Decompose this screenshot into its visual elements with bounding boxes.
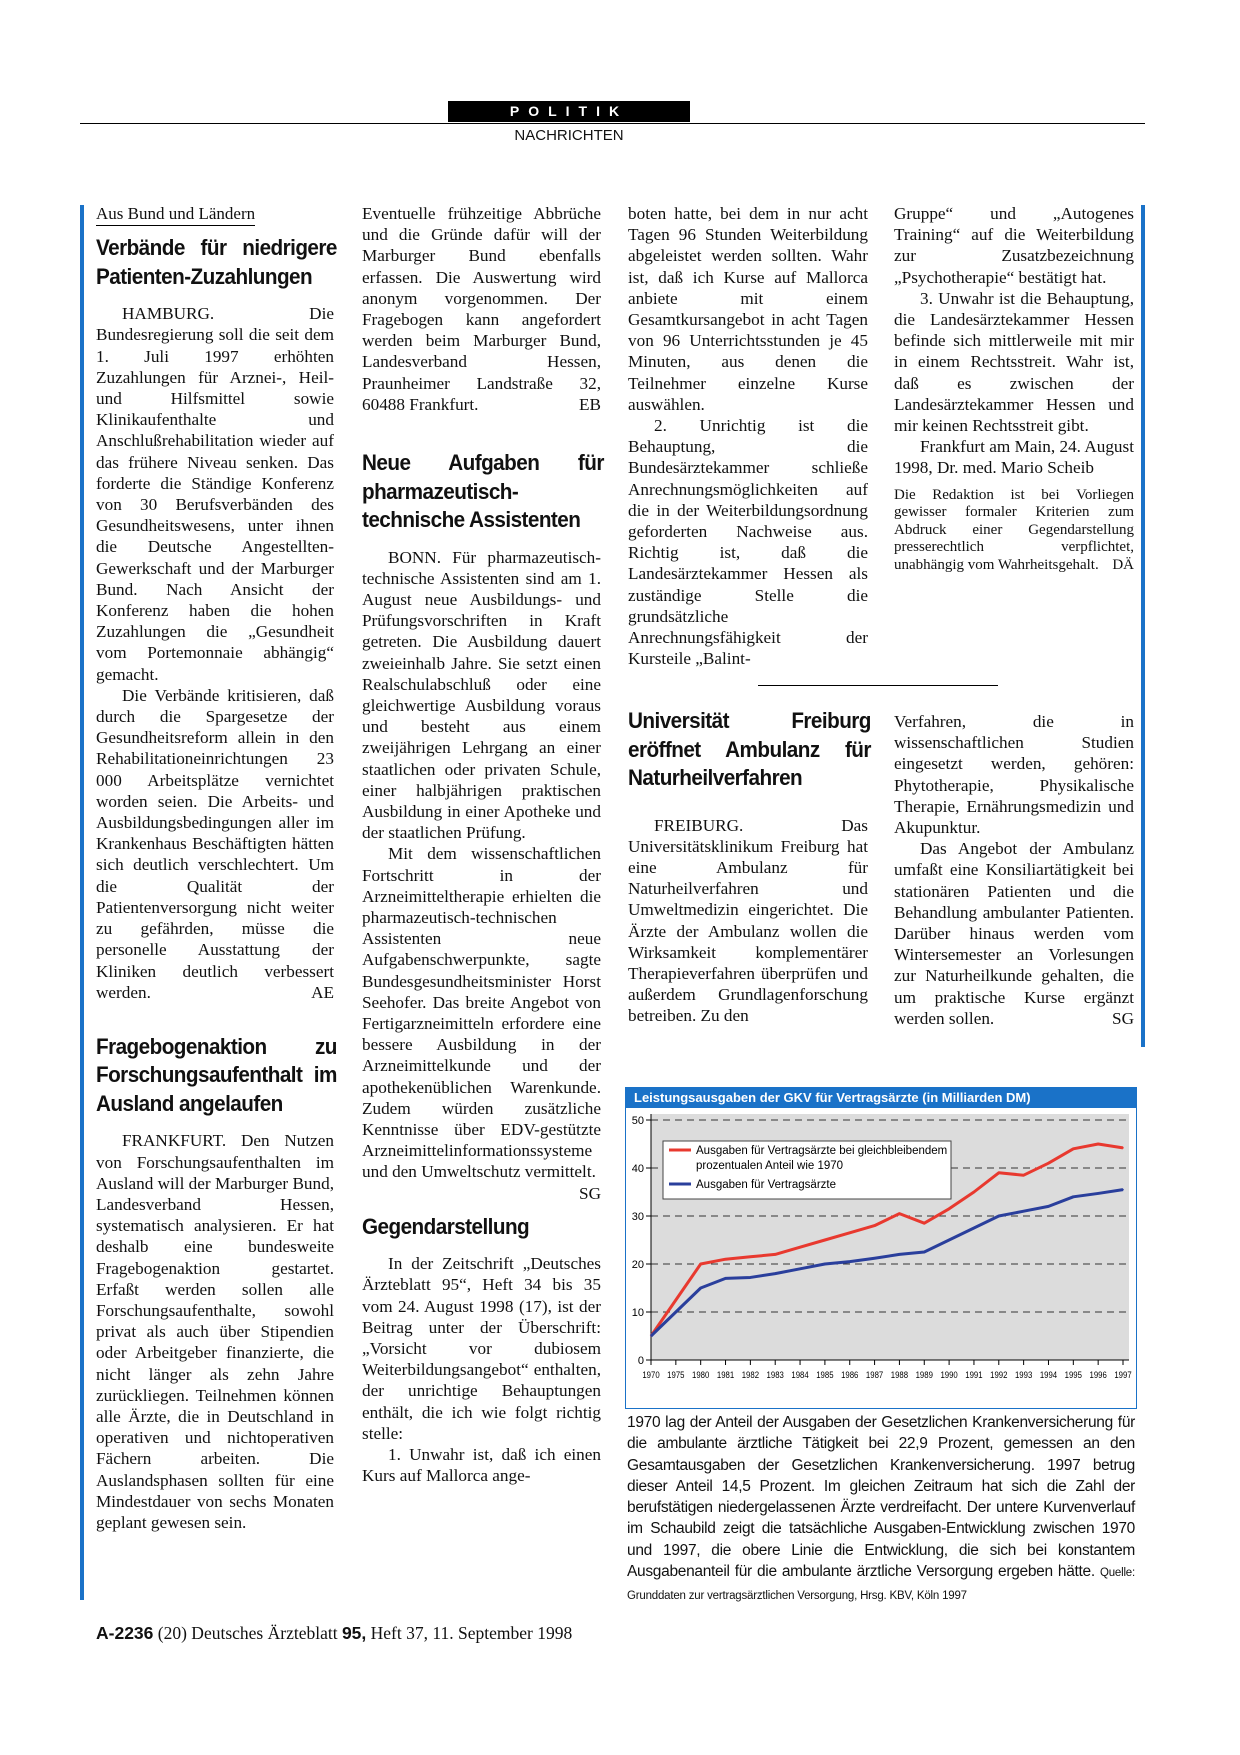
line-chart	[626, 1108, 1136, 1408]
data-point	[700, 1287, 702, 1289]
column-3-lower	[628, 707, 871, 1027]
legend-label: Ausgaben für Vertragsärzte	[696, 1179, 836, 1191]
author-signature: AE	[311, 982, 334, 1002]
y-tick-label: 50	[631, 1115, 644, 1127]
author-signature: SG	[1112, 1008, 1134, 1028]
x-tick-label: 1970	[642, 1369, 660, 1381]
y-tick-label: 20	[631, 1259, 644, 1271]
data-point	[899, 1213, 901, 1215]
y-tick-label: 40	[631, 1163, 644, 1175]
x-tick-label: 1982	[741, 1369, 760, 1381]
editorial-note: Die Redaktion ist bei Vorliegen gewisser formaler Kriterien zum Abdruck einer Gegendarstellung presserechtlich verpflichtet, unabhängig vom Wahrheitsgehalt. DÄ	[894, 486, 1134, 573]
column-3	[628, 203, 868, 669]
data-point	[650, 1335, 652, 1337]
paragraph: HAMBURG. Die Bundesregierung soll die seit dem 1. Juli 1997 erhöhten Zuzahlungen für Arznei-, Heil- und Hilfsmittel sowie Klinikaufenthalte und Anschlußrehabilitation wieder auf das frühere Niveau senken. Das forderte die Ständige Konferenz von 30 Berufsverbänden des Gesundheitswesens, unter ihnen die Deutsche Angestellten-Gewerkschaft und der Marburger Bund. Nach Ansicht der Konferenz haben die hohen Zuzahlungen die „Gesundheit vom Portemonnaie abhängig“ gemacht.	[96, 304, 334, 684]
data-point	[1073, 1148, 1075, 1150]
page-footer: A-2236 (20) Deutsches Ärzteblatt 95, Heft 37, 11. September 1998	[96, 1623, 573, 1643]
column-2	[362, 203, 604, 1486]
x-tick-label: 1987	[865, 1369, 884, 1381]
paragraph: Mit dem wissenschaftlichen Fortschritt in der Arzneimitteltherapie erhielten die pharmazeutisch-technischen Assistenten neue Aufgabenschwerpunkte, sagte Bundesgesundheitsminister Horst Seehofer. Das breite Angebot von Fertigarzneimitteln erfordere eine bessere Ausbildung in der Arzneimittelkunde und der apothekenüblichen Warenkunde. Zudem würden zusätzliche Kenntnisse über EDV-gestützte Arzneimittelinformationssysteme und den Umweltschutz vermittelt. SG	[362, 844, 601, 1203]
legend-label: Ausgaben für Vertragsärzte bei gleichbleibendem	[696, 1145, 948, 1157]
chart-caption	[627, 1412, 1135, 1608]
paragraph: Die Verbände kritisieren, daß durch die Spargesetze der Gesundheitsreform allein in den Rehabilitationeinrichtungen 23 000 Arbeitsplätze vernichtet worden seien. Die Arbeits- und Ausbildungsbedingungen aller im Krankenhaus Beschäftigten hätten sich deutlich verschlechtert. Um die Qualität der Patientenversorgung nicht weiter zu gefährden, müsse die personelle Ausstattung der Kliniken deutlich verbessert werden. AE	[96, 685, 334, 1002]
data-point	[973, 1227, 975, 1229]
subsection-label: NACHRICHTEN	[514, 127, 624, 144]
paragraph: 1. Unwahr ist, daß ich einen Kurs auf Mallorca ange-	[362, 1444, 601, 1486]
left-accent-bar	[80, 205, 84, 1600]
data-point	[849, 1261, 851, 1263]
data-point	[799, 1246, 801, 1248]
author-signature: DÄ	[1112, 556, 1134, 573]
y-tick-label: 10	[631, 1307, 644, 1319]
chart-panel	[625, 1087, 1137, 1409]
data-point	[1073, 1196, 1075, 1198]
x-tick-label: 1986	[841, 1369, 859, 1381]
data-point	[675, 1311, 677, 1313]
data-point	[973, 1191, 975, 1193]
data-point	[849, 1232, 851, 1234]
data-point	[774, 1254, 776, 1256]
section-label: POLITIK	[448, 101, 690, 122]
x-tick-label: 1975	[667, 1369, 685, 1381]
data-point	[824, 1239, 826, 1241]
header-rule	[80, 123, 1145, 124]
data-point	[824, 1263, 826, 1265]
x-tick-label: 1989	[915, 1369, 933, 1381]
paragraph: boten hatte, bei dem in nur acht Tagen 96 Stunden Weiterbildung abgeleistet werden sollten. Wahr ist, daß ich Kurse auf Mallorca anbiete mit einem Gesamtkursangebot in acht Tagen von 96 Unterrichtsstunden je 45 Minuten, aus denen die Teilnehmer einzelne Kurse auswählen.	[628, 204, 868, 414]
data-point	[750, 1277, 752, 1279]
headline-fragebogen: Fragebogenaktion zu Forschungsaufenthalt im Ausland angelaufen	[96, 1033, 337, 1116]
x-tick-label: 1990	[940, 1369, 958, 1381]
data-point	[1023, 1174, 1025, 1176]
data-point	[675, 1299, 677, 1301]
data-point	[799, 1268, 801, 1270]
paragraph: Frankfurt am Main, 24. August 1998, Dr. med. Mario Scheib	[894, 437, 1134, 478]
data-point	[1122, 1147, 1124, 1149]
data-point	[998, 1172, 1000, 1174]
data-point	[874, 1257, 876, 1259]
article-divider	[758, 685, 998, 686]
data-point	[750, 1256, 752, 1258]
paragraph: Gruppe“ und „Autogenes Training“ auf die Weiterbildung zur Zusatzbezeichnung „Psychotherapie“ bestätigt hat.	[894, 204, 1134, 287]
paragraph: BONN. Für pharmazeutisch-technische Assistenten sind am 1. August neue Ausbildungs- und Prüfungsvorschriften in Kraft getreten. Die Ausbildung dauert zweieinhalb Jahre. Sie setzt einen Realschulabschluß oder eine gleichwertige Ausbildung voraus und besteht aus einem zweijährigen Lehrgang an einer staatlichen oder privaten Schule, einer halbjährigen praktischen Ausbildung in einer Apotheke und der staatlichen Prüfung.	[362, 547, 601, 843]
x-tick-label: 1985	[816, 1369, 834, 1381]
data-point	[774, 1273, 776, 1275]
column-1	[96, 203, 337, 1533]
data-point	[700, 1263, 702, 1265]
headline-gegendarstellung: Gegendarstellung	[362, 1213, 530, 1239]
paragraph: 3. Unwahr ist die Behauptung, die Landesärztekammer Hessen befinde sich mittlerweile mit mir in einem Rechtsstreit. Wahr ist, daß es zwischen der Landesärztekammer Hessen und mir keinen Rechtsstreit gibt.	[894, 288, 1134, 436]
data-point	[1023, 1210, 1025, 1212]
data-point	[1097, 1143, 1099, 1145]
paragraph: Eventuelle frühzeitige Abbrüche und die Gründe dafür will der Marburger Bund ebenfalls erfassen. Die Auswertung wird anonym vorgenommen. Der Fragebogen kann angefordert werden beim Marburger Bund, Landesverband Hessen, Praunheimer Landstraße 32, 60488 Frankfurt. EB	[362, 204, 601, 414]
data-point	[948, 1239, 950, 1241]
paragraph: 2. Unrichtig ist die Behauptung, die Bundesärztekammer schließe Anrechnungsmöglichkeiten auf die in der Weiterbildungsordnung geforderten Nachweise aus. Richtig ist, daß die Landesärztekammer Hessen als zuständige Stelle die grundsätzliche Anrechnungsfähigkeit der Kursteile „Balint-	[628, 416, 868, 669]
paragraph: FREIBURG. Das Universitätsklinikum Freiburg hat eine Ambulanz für Naturheilverfahren und Umweltmedizin eingerichtet. Die Ärzte der Ambulanz wollen die Wirksamkeit komplementärer Therapieverfahren überprüfen und außerdem Grundlagenforschung betreiben. Zu den	[628, 815, 868, 1026]
data-point	[923, 1251, 925, 1253]
column-4-lower	[894, 711, 1134, 1029]
headline-pta: Neue Aufgaben für pharmazeutisch-technische Assistenten	[362, 450, 604, 533]
x-tick-label: 1980	[692, 1369, 710, 1381]
author-signature: EB	[579, 394, 601, 414]
x-tick-label: 1981	[716, 1369, 735, 1381]
y-tick-label: 30	[631, 1211, 644, 1223]
column-4	[894, 203, 1134, 574]
y-tick-label: 0	[637, 1355, 644, 1367]
data-point	[725, 1258, 727, 1260]
paragraph: FRANKFURT. Den Nutzen von Forschungsaufenthalten im Ausland will der Marburger Bund, Landesverband Hessen, systematisch analysieren. Er hat deshalb eine bundesweite Fragebogenaktion gestartet. Erfaßt werden sollen alle Forschungsaufenthalte, sowohl privat als auch über Stipendien oder Arbeitgeber finanzierte, die nicht länger als zehn Jahre zurückliegen. Teilnehmen können alle Ärzte, die in Deutschland in operativen und nichtoperativen Fächern arbeiten. Die Auslandsphasen sollten für eine Mindestdauer von sechs Monaten geplant gewesen sein.	[96, 1131, 334, 1533]
x-tick-label: 1994	[1039, 1369, 1058, 1381]
x-tick-label: 1993	[1014, 1369, 1033, 1381]
x-tick-label: 1984	[791, 1369, 809, 1381]
x-tick-label: 1992	[990, 1369, 1008, 1381]
data-point	[1048, 1206, 1050, 1208]
kicker: Aus Bund und Ländern	[96, 203, 255, 226]
data-point	[1122, 1189, 1124, 1191]
x-tick-label: 1995	[1064, 1369, 1082, 1381]
x-tick-label: 1988	[890, 1369, 909, 1381]
data-point	[948, 1208, 950, 1210]
paragraph: Das Angebot der Ambulanz umfaßt eine Konsiliartätigkeit bei stationären Patienten und die Behandlung ambulanter Patienten. Darüber hinaus werden vom Wintersemester an Vorlesungen zur Naturheilkunde gehalten, die um praktische Kurse ergänzt werden sollen. SG	[894, 839, 1134, 1028]
page-number: A-2236	[96, 1623, 154, 1643]
data-point	[899, 1254, 901, 1256]
right-accent-bar	[1141, 205, 1145, 1047]
data-point	[998, 1215, 1000, 1217]
chart-title: Leistungsausgaben der GKV für Vertragsärzte (in Milliarden DM)	[626, 1088, 1136, 1108]
legend-label: prozentualen Anteil wie 1970	[696, 1160, 844, 1172]
paragraph: In der Zeitschrift „Deutsches Ärzteblatt 95“, Heft 34 bis 35 vom 24. August 1998 (17), ist der Beitrag unter der Überschrift: „Vorsicht vor dubiosem Weiterbildungsangebot“ enthalten, der unrichtige Behauptungen enthält, die ich wie folgt richtig stelle:	[362, 1254, 601, 1443]
headline-freiburg: Universität Freiburg eröffnet Ambulanz für Naturheilverfahren	[628, 708, 871, 790]
data-point	[923, 1222, 925, 1224]
x-tick-label: 1991	[965, 1369, 983, 1381]
x-tick-label: 1997	[1114, 1369, 1132, 1381]
x-tick-label: 1983	[766, 1369, 784, 1381]
author-signature: SG	[579, 1183, 601, 1203]
data-point	[1097, 1193, 1099, 1195]
x-tick-label: 1996	[1089, 1369, 1107, 1381]
headline-zuzahlungen: Verbände für niedrigere Patienten-Zuzahlungen	[96, 235, 337, 289]
caption-text: 1970 lag der Anteil der Ausgaben der Gesetzlichen Krankenversicherung für die ambulante ärztliche Tätigkeit bei 22,9 Prozent, gemessen an den Gesamtausgaben der Gesetzlichen Krankenversicherung. 1997 betrug dieser Anteil 14,5 Prozent. Im gleichen Zeitraum hat sich die Zahl der berufstätigen niedergelassenen Ärzte verdreifacht. Der untere Kurvenverlauf im Schaubild zeigt die tatsächliche Ausgaben-Entwicklung zwischen 1970 und 1997, die obere Linie die Entwicklung, die sich bei konstantem Ausgabenanteil für die ambulante ärztliche Versorgung ergeben hätte.	[627, 1414, 1135, 1581]
data-point	[874, 1225, 876, 1227]
paragraph: Verfahren, die in wissenschaftlichen Studien eingesetzt werden, gehören: Phytotherapie, Physikalische Therapie, Ernährungsmedizin und Akupunktur.	[894, 712, 1134, 838]
data-point	[1048, 1162, 1050, 1164]
caption-source: Quelle: Grunddaten zur vertragsärztlichen Versorgung, Hrsg. KBV, Köln 1997	[627, 1567, 1135, 1603]
data-point	[725, 1278, 727, 1280]
